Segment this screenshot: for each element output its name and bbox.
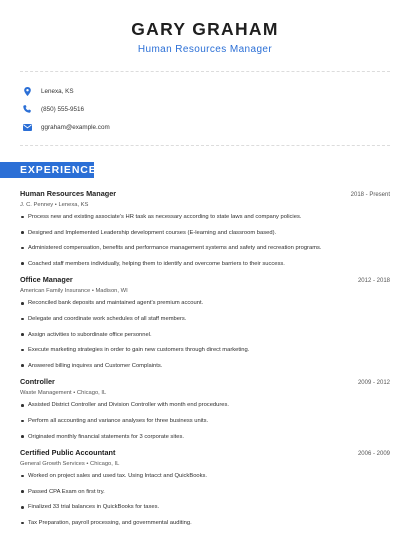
job-bullets	[20, 213, 390, 268]
job-title: Controller	[20, 377, 55, 387]
job-entry	[20, 275, 390, 369]
list-item: Originated monthly financial statements for 3 corporate sites.	[20, 433, 390, 441]
job-dates: 2009 - 2012	[357, 380, 390, 387]
contact-email[interactable]	[22, 118, 110, 136]
candidate-title: Human Resources Manager	[137, 44, 273, 55]
section-title: EXPERIENCE	[20, 164, 97, 176]
list-item: Perform all accounting and variance analyses for three business units.	[20, 417, 390, 425]
contact-email-text[interactable]: ggraham@example.com	[41, 123, 110, 131]
list-item: Coached staff members individually, helping them to identify and overcome barriers to their success.	[20, 260, 390, 268]
job-entry	[20, 189, 390, 268]
list-item: Process new and existing associate’s HR task as necessary according to state laws and company policies.	[20, 213, 390, 221]
job-company: Waste Management • Chicago, IL	[20, 390, 107, 397]
list-item: Finalized 33 trial balances in QuickBooks for taxes.	[20, 503, 390, 511]
job-company: J. C. Penney • Lenexa, KS	[20, 202, 89, 208]
contact-location-text: Lenexa, KS	[41, 87, 74, 95]
candidate-name: GARY GRAHAM	[131, 19, 279, 39]
list-item: Delegate and coordinate work schedules of all staff members.	[20, 315, 390, 323]
job-dates: 2012 - 2018	[357, 278, 390, 285]
job-title: Office Manager	[20, 275, 73, 285]
contact-divider	[20, 145, 390, 146]
list-item: Reconciled bank deposits and maintained agent’s premium account.	[20, 299, 390, 307]
job-company: General Growth Services • Chicago, IL	[20, 461, 120, 468]
list-item: Assign activities to subordinate office personnel.	[20, 331, 390, 339]
contact-phone	[22, 100, 110, 118]
list-item: Designed and Implemented Leadership development courses (E-learning and classroom based).	[20, 229, 390, 237]
job-bullets	[20, 299, 390, 369]
job-dates: 2006 - 2009	[357, 451, 390, 458]
header-divider	[20, 71, 390, 72]
job-entry	[20, 448, 390, 527]
list-item: Administered compensation, benefits and performance management systems and safety and recreation programs.	[20, 244, 390, 252]
job-company: American Family Insurance • Madison, WI	[20, 288, 128, 295]
list-item: Assisted District Controller and Division Controller with month end procedures.	[20, 401, 390, 409]
job-bullets	[20, 472, 390, 527]
job-dates: 2018 - Present	[350, 192, 390, 198]
contact-list	[22, 82, 110, 136]
resume-header	[0, 0, 410, 56]
list-item: Passed CPA Exam on first try.	[20, 488, 390, 496]
mail-icon	[22, 122, 32, 132]
list-item: Execute marketing strategies in order to gain new customers through direct marketing.	[20, 346, 390, 354]
list-item: Worked on project sales and used tax. Using Intacct and QuickBooks.	[20, 472, 390, 480]
contact-phone-text: (850) 555-9516	[41, 105, 85, 113]
job-entry	[20, 377, 390, 440]
map-pin-icon	[22, 86, 32, 96]
phone-icon	[22, 104, 32, 114]
list-item: Answered billing inquires and Customer Complaints.	[20, 362, 390, 370]
contact-location	[22, 82, 110, 100]
experience-list	[20, 189, 390, 535]
list-item: Tax Preparation, payroll processing, and governmental auditing.	[20, 519, 390, 527]
job-title: Human Resources Manager	[20, 189, 117, 198]
job-bullets	[20, 401, 390, 440]
experience-section-banner	[0, 162, 97, 178]
job-title: Certified Public Accountant	[20, 448, 116, 458]
